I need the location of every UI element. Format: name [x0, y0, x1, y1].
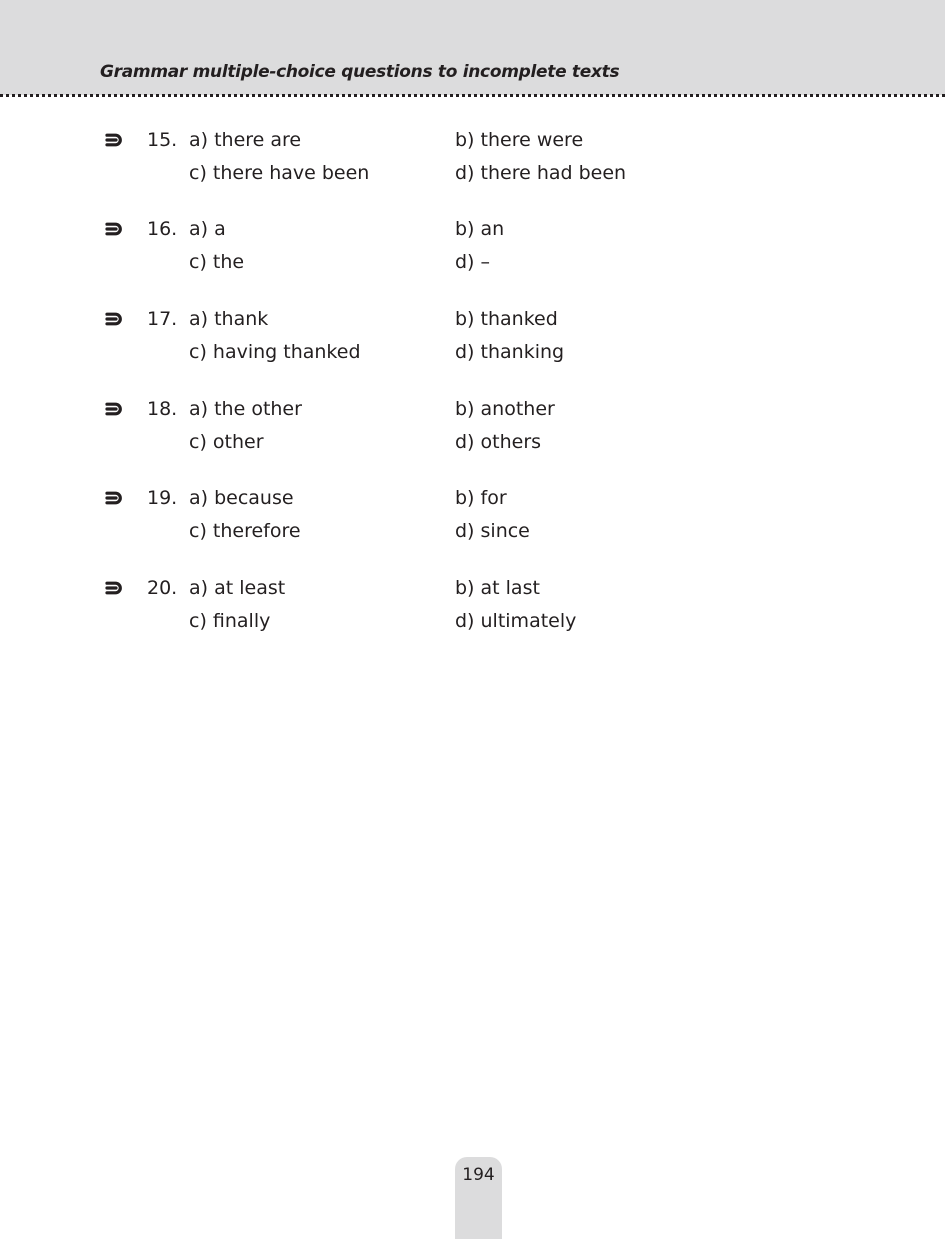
dotted-divider — [0, 94, 945, 97]
section-title: Grammar multiple-choice questions to incomplete texts — [100, 62, 620, 82]
option-a: a) because — [189, 487, 294, 509]
option-d: d) thanking — [455, 341, 565, 363]
option-a: a) thank — [189, 308, 269, 330]
option-c: c) there have been — [189, 162, 370, 184]
option-a: a) there are — [189, 129, 302, 151]
question-number: 15. — [147, 129, 178, 151]
page-header — [0, 0, 945, 95]
arrow-right-icon — [104, 221, 124, 237]
arrow-right-icon — [104, 580, 124, 596]
arrow-right-icon — [104, 311, 124, 327]
option-d: d) since — [455, 520, 530, 542]
option-b: b) for — [455, 487, 507, 509]
page-number-tab — [455, 1157, 502, 1239]
question-20 — [0, 577, 945, 647]
question-18 — [0, 398, 945, 468]
option-b: b) thanked — [455, 308, 558, 330]
question-16 — [0, 218, 945, 288]
question-15 — [0, 129, 945, 199]
option-c: c) having thanked — [189, 341, 361, 363]
option-b: b) at last — [455, 577, 540, 599]
option-a: a) at least — [189, 577, 286, 599]
page-number: 194 — [462, 1165, 495, 1185]
arrow-right-icon — [104, 132, 124, 148]
question-number: 19. — [147, 487, 178, 509]
option-b: b) another — [455, 398, 555, 420]
question-17 — [0, 308, 945, 378]
arrow-right-icon — [104, 490, 124, 506]
question-19 — [0, 487, 945, 557]
option-b: b) an — [455, 218, 505, 240]
option-d: d) ultimately — [455, 610, 577, 632]
option-c: c) therefore — [189, 520, 301, 542]
option-d: d) others — [455, 431, 542, 453]
arrow-right-icon — [104, 401, 124, 417]
question-number: 16. — [147, 218, 178, 240]
option-a: a) a — [189, 218, 226, 240]
option-c: c) other — [189, 431, 264, 453]
option-a: a) the other — [189, 398, 302, 420]
question-number: 18. — [147, 398, 178, 420]
option-d: d) there had been — [455, 162, 627, 184]
option-d: d) – — [455, 251, 491, 273]
question-number: 20. — [147, 577, 178, 599]
question-number: 17. — [147, 308, 178, 330]
option-c: c) finally — [189, 610, 271, 632]
option-b: b) there were — [455, 129, 584, 151]
option-c: c) the — [189, 251, 245, 273]
